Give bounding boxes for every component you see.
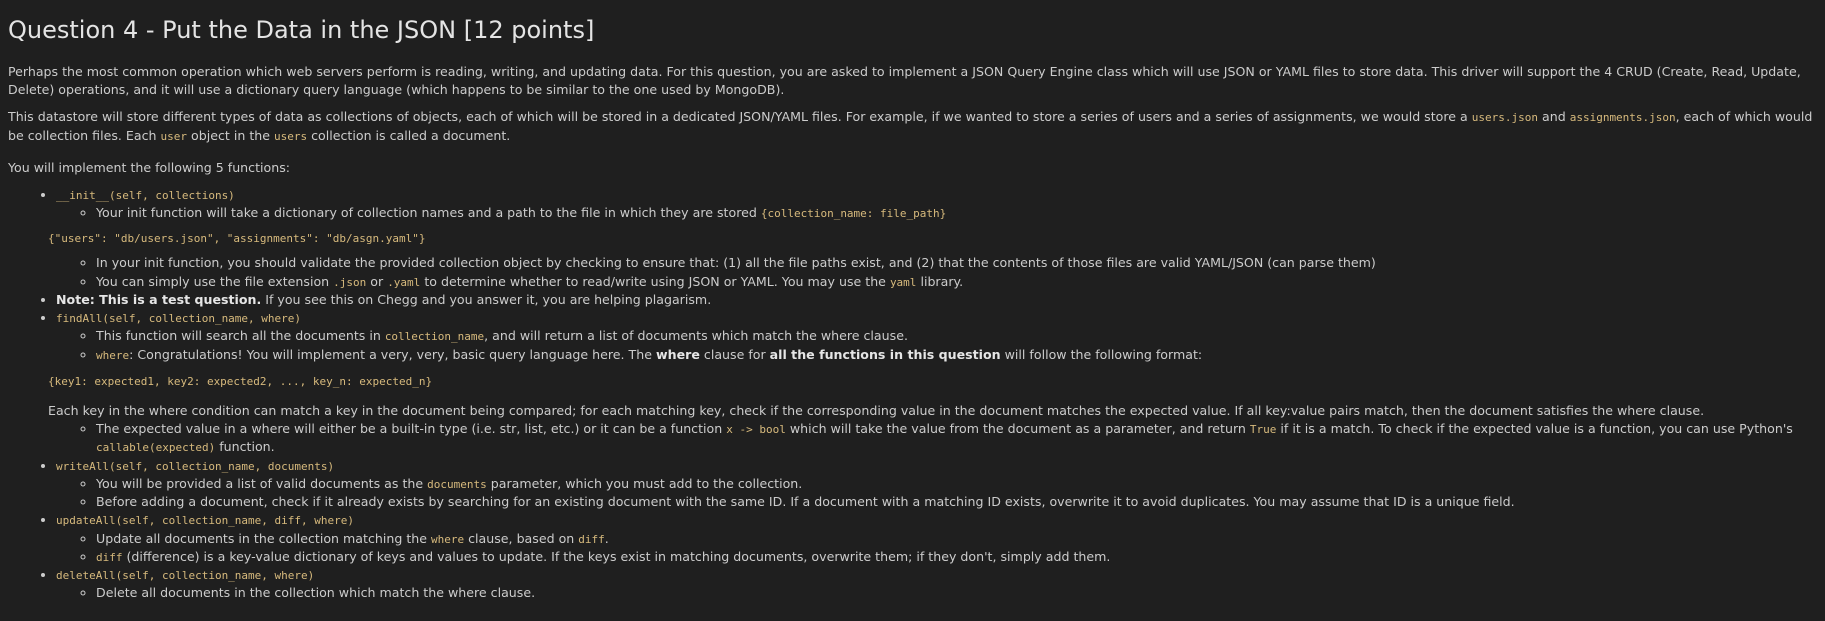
functions-intro: You will implement the following 5 functions: [8,159,291,175]
list-item: ◦ Delete all documents in the collection which match the where clause. [96,584,1817,602]
list-item [96,273,1817,291]
list-item-updateall [56,511,1817,566]
sublist [56,530,1817,567]
bold-text: where [655,346,700,362]
page-title: Question 4 - Put the Data in the JSON [12 points] [8,16,595,44]
text: will follow the following format: [1000,346,1203,362]
text: You can simply use the file extension [96,273,334,289]
list-item [96,475,1817,493]
list-item-findall [48,309,1817,456]
text: which will take the value from the document as a parameter, and return [785,421,1250,437]
text: Your init function will take a dictionary of collection names and a path to the file in which they are stored [96,205,761,221]
list-item-note [56,291,1817,309]
function-signature: deleteAll(self, collection_name, where) [56,569,315,583]
inline-code: diff [96,550,123,564]
text: or [366,273,388,289]
inline-code: True [1249,423,1277,437]
text: and [1538,109,1570,125]
text: This function will search all the documents in [96,328,385,344]
list-item: ◦ In your init function, you should validate the provided collection object by checking to ensure that: (1) all the file paths exist, and (2) that the contents of those files are valid YAML/JSON (can parse them) [96,254,1817,272]
list-item: ◦ Before adding a document, check if it already exists by searching for an existing document with the same ID. If a document with a matching ID exists, overwrite it to avoid duplicates. You may assume that ID is a unique field. [96,493,1817,511]
text: function. [215,439,275,455]
text: collection is called a document. [307,127,511,143]
intro-paragraph: Perhaps the most common operation which web servers perform is reading, writing, and updating data. For this question, you are asked to implement a JSON Query Engine class which will use JSON or YAML files to store data. This driver will support the 4 CRUD (Create, Read, Update, Delete) operations, and it will use a dictionary query language (which happens to be similar to the one used by MongoDB). [8,63,1801,98]
note-bold: Note: This is a test question. [56,291,262,307]
sublist [56,254,1817,291]
text: object in the [187,127,274,143]
list-item [96,204,1817,222]
inline-code: collection_name [384,330,485,344]
inline-code: x -> bool [726,423,786,437]
sublist [56,204,1817,222]
list-item [96,420,1817,457]
text: , each of which would be collection files. Each [8,109,1813,143]
function-list [8,186,1817,603]
text: library. [916,273,964,289]
list-item [96,346,1817,364]
code-example: {key1: expected1, key2: expected2, ..., key_n: expected_n} [48,374,433,388]
text: . [604,530,609,546]
text: If you see this on Chegg and you answer it, you are helping plagarism. [261,291,712,307]
sublist [56,327,1817,364]
text: This datastore will store different types of data as collections of objects, each of which will be stored in a dedicated JSON/YAML files. For example, if we wanted to store a series of users and a series of assignments, we would store a [8,109,1472,125]
inline-code: users [274,129,308,143]
text: , and will return a list of documents which match the where clause. [484,328,908,344]
text: (difference) is a key-value dictionary of keys and values to update. If the keys exist in matching documents, overwrite them; if they don't, simply add them. [122,548,1111,564]
text: if it is a match. To check if the expected value is a function, you can use Python's [1276,421,1793,437]
list-item [96,530,1817,548]
inline-code: .yaml [387,275,421,289]
function-signature: updateAll(self, collection_name, diff, where) [56,514,355,528]
text: You will be provided a list of valid documents as the [96,475,428,491]
inline-code: where [96,348,130,362]
inline-code: documents [427,477,487,491]
list-item [96,327,1817,345]
inline-code: yaml [889,275,917,289]
list-item-deleteall [56,566,1817,603]
collections-paragraph [8,108,1817,145]
sublist [56,584,1817,602]
text: : Congratulations! You will implement a very, very, basic query language here. The [129,346,656,362]
text: clause for [699,346,770,362]
code-example: {"users": "db/users.json", "assignments": "db/asgn.yaml"} [48,231,426,245]
inline-code: where [431,532,465,546]
inline-code: {collection_name: file_path} [760,207,947,221]
where-paragraph: Each key in the where condition can match a key in the document being compared; for each matching key, check if the corresponding value in the document matches the expected value. If all key:value pairs match, then the document satisfies the where clause. [48,402,1705,418]
list-item [96,548,1817,566]
text: parameter, which you must add to the collection. [486,475,803,491]
text: to determine whether to read/write using JSON or YAML. You may use the [420,273,890,289]
function-signature: findAll(self, collection_name, where) [56,312,302,326]
list-item-init [48,186,1817,291]
function-signature: __init__(self, collections) [56,189,235,203]
sublist [56,420,1817,457]
inline-code: assignments.json [1569,111,1676,125]
sublist [56,475,1817,512]
inline-code: .json [333,275,367,289]
text: Update all documents in the collection matching the [96,530,431,546]
inline-code: user [160,129,188,143]
bold-text: all the functions in this question [769,346,1001,362]
inline-code: users.json [1471,111,1538,125]
inline-code: callable(expected) [96,441,216,455]
list-item-writeall [56,457,1817,512]
inline-code: diff [578,532,605,546]
function-signature: writeAll(self, collection_name, documents) [56,459,335,473]
text: clause, based on [464,530,579,546]
text: The expected value in a where will either be a built-in type (i.e. str, list, etc.) or it can be a function [96,421,727,437]
